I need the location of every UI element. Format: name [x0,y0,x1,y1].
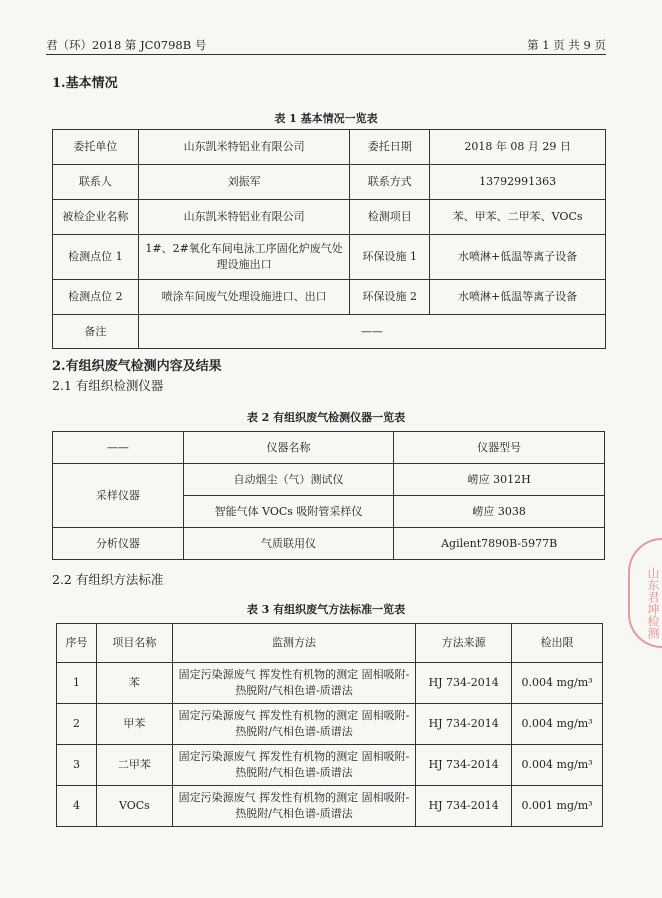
cell: —— [53,432,184,464]
table-row [57,624,603,663]
cell: 崂应 3012H [394,464,605,496]
table-3-caption: 表 3 有组织废气方法标准一览表 [246,603,406,616]
cell: 刘振军 [138,165,350,200]
table-row [53,165,606,200]
cell: 检测点位 1 [53,235,139,280]
cell: 山东凯米特铝业有限公司 [138,200,350,235]
cell: 苯 [96,663,172,704]
cell: 0.001 mg/m³ [512,786,603,827]
cell: 2 [57,704,97,745]
cell: 固定污染源废气 挥发性有机物的测定 固相吸附-热脱附/气相色谱-质谱法 [172,745,415,786]
section-2-2-heading: 2.2 有组织方法标准 [52,572,164,587]
cell: 项目名称 [96,624,172,663]
cell: 分析仪器 [53,528,184,560]
cell: 智能气体 VOCs 吸附管采样仪 [183,496,394,528]
page-header [46,34,606,55]
cell: 气质联用仪 [183,528,394,560]
cell: 方法来源 [416,624,512,663]
cell: 二甲苯 [96,745,172,786]
section-1-heading: 1.基本情况 [52,76,118,91]
cell: 4 [57,786,97,827]
basic-info-table [52,129,606,349]
report-number: 君（环）2018 第 JC0798B 号 [46,38,207,52]
cell: 0.004 mg/m³ [512,745,603,786]
cell: 仪器型号 [394,432,605,464]
cell: VOCs [96,786,172,827]
table-1-caption: 表 1 基本情况一览表 [274,112,378,125]
cell: HJ 734-2014 [416,663,512,704]
cell: Agilent7890B-5977B [394,528,605,560]
table-2-caption: 表 2 有组织废气检测仪器一览表 [246,411,406,424]
cell: 仪器名称 [183,432,394,464]
table-row [53,235,606,280]
cell: 检测点位 2 [53,280,139,315]
cell: 水喷淋+低温等离子设备 [430,235,606,280]
page-number: 第 1 页 共 9 页 [527,38,606,52]
cell: 备注 [53,315,139,349]
cell: 委托日期 [350,130,430,165]
cell: 0.004 mg/m³ [512,663,603,704]
cell: 固定污染源废气 挥发性有机物的测定 固相吸附-热脱附/气相色谱-质谱法 [172,704,415,745]
table-row [53,200,606,235]
cell: 被检企业名称 [53,200,139,235]
cell: HJ 734-2014 [416,786,512,827]
cell: 苯、甲苯、二甲苯、VOCs [430,200,606,235]
cell: 甲苯 [96,704,172,745]
cell: 13792991363 [430,165,606,200]
cell: 联系方式 [350,165,430,200]
cell: 1#、2#氧化车间电泳工序固化炉废气处理设施出口 [138,235,350,280]
instrument-table [52,431,605,560]
cell: 检出限 [512,624,603,663]
cell: 委托单位 [53,130,139,165]
cell: —— [138,315,605,349]
cell: 检测项目 [350,200,430,235]
cell: 监测方法 [172,624,415,663]
cell: 0.004 mg/m³ [512,704,603,745]
cell: 环保设施 2 [350,280,430,315]
table-row [53,315,606,349]
cell: 自动烟尘（气）测试仪 [183,464,394,496]
table-row [57,786,603,827]
cell: HJ 734-2014 [416,745,512,786]
table-row [53,130,606,165]
table-row [53,464,605,496]
section-2-1-heading: 2.1 有组织检测仪器 [52,378,164,393]
cell: 序号 [57,624,97,663]
table-row [57,745,603,786]
table-row [53,280,606,315]
section-2-heading: 2.有组织废气检测内容及结果 [52,359,222,374]
cell: 山东凯米特铝业有限公司 [138,130,350,165]
cell: 3 [57,745,97,786]
cell: 采样仪器 [53,464,184,528]
cell: 1 [57,663,97,704]
table-row [53,528,605,560]
cell: 水喷淋+低温等离子设备 [430,280,606,315]
cell: 联系人 [53,165,139,200]
cell: 崂应 3038 [394,496,605,528]
cell: 2018 年 08 月 29 日 [430,130,606,165]
cell: 固定污染源废气 挥发性有机物的测定 固相吸附-热脱附/气相色谱-质谱法 [172,786,415,827]
official-seal-stamp: 山东君坤检测 [628,538,662,648]
table-row [57,663,603,704]
cell: 喷涂车间废气处理设施进口、出口 [138,280,350,315]
method-standard-table [56,623,603,827]
cell: 环保设施 1 [350,235,430,280]
table-row [53,432,605,464]
cell: 固定污染源废气 挥发性有机物的测定 固相吸附-热脱附/气相色谱-质谱法 [172,663,415,704]
cell: HJ 734-2014 [416,704,512,745]
table-row [57,704,603,745]
